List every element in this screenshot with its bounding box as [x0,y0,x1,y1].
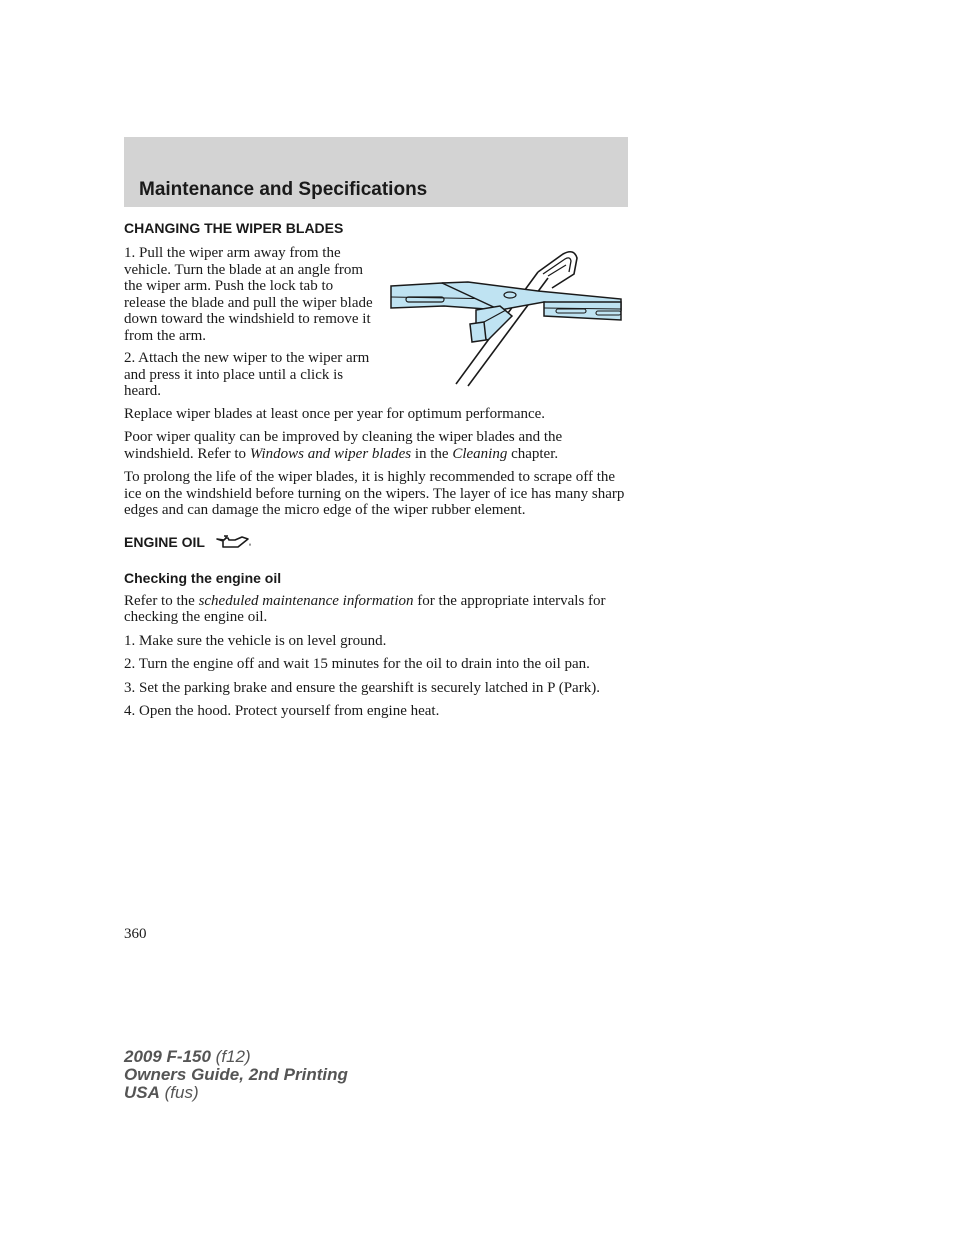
cleaning-chapter-reference: Cleaning [452,445,508,462]
page-number: 360 [124,926,147,942]
windows-wiper-reference: Windows and wiper blades [249,445,412,462]
document-footer: 2009 F-150 (f12) Owners Guide, 2nd Printing USA (fus) [124,1047,348,1102]
oil-step-1: 1. Make sure the vehicle is on level ground. [124,632,387,649]
wiper-section-heading: CHANGING THE WIPER BLADES [124,220,344,236]
wiper-ice-paragraph: To prolong the life of the wiper blades, it is highly recommended to scrape off the ice on the windshield before turning on the wipers. The layer of ice has many sharp edges and can damage the micro edge of the wiper rubber element. [124,469,625,518]
oil-step-3: 3. Set the parking brake and ensure the gearshift is securely latched in P (Park). [124,679,600,696]
oil-step-4: 4. Open the hood. Protect yourself from engine heat. [124,703,440,719]
engine-oil-heading: ENGINE OIL [124,534,628,550]
wiper-quality-paragraph: Poor wiper quality can be improved by cleaning the wiper blades and the windshield. Refer to Windows and wiper blades in the Cleaning chapter. [124,429,563,462]
section-header-band [124,137,628,207]
section-title: Maintenance and Specifications [139,179,428,200]
wiper-replace-paragraph: Replace wiper blades at least once per year for optimum performance. [124,405,546,422]
oil-step-2: 2. Turn the engine off and wait 15 minutes for the oil to drain into the oil pan. [124,656,590,672]
checking-oil-subheading: Checking the engine oil [124,569,282,586]
scheduled-maintenance-reference: scheduled maintenance information [198,592,414,609]
wiper-step-2: 2. Attach the new wiper to the wiper arm and press it into place until a click is heard. [124,350,370,399]
wiper-blade-illustration [388,244,624,390]
oil-can-icon [215,534,253,550]
oil-intro-paragraph: Refer to the scheduled maintenance information for the appropriate intervals for checking the engine oil. [124,592,606,625]
wiper-step-1: 1. Pull the wiper arm away from the vehicle. Turn the blade at an angle from the wiper arm. Push the lock tab to release the blade and pull the wiper blade down toward the windshield to remove it from the arm. [124,245,373,344]
